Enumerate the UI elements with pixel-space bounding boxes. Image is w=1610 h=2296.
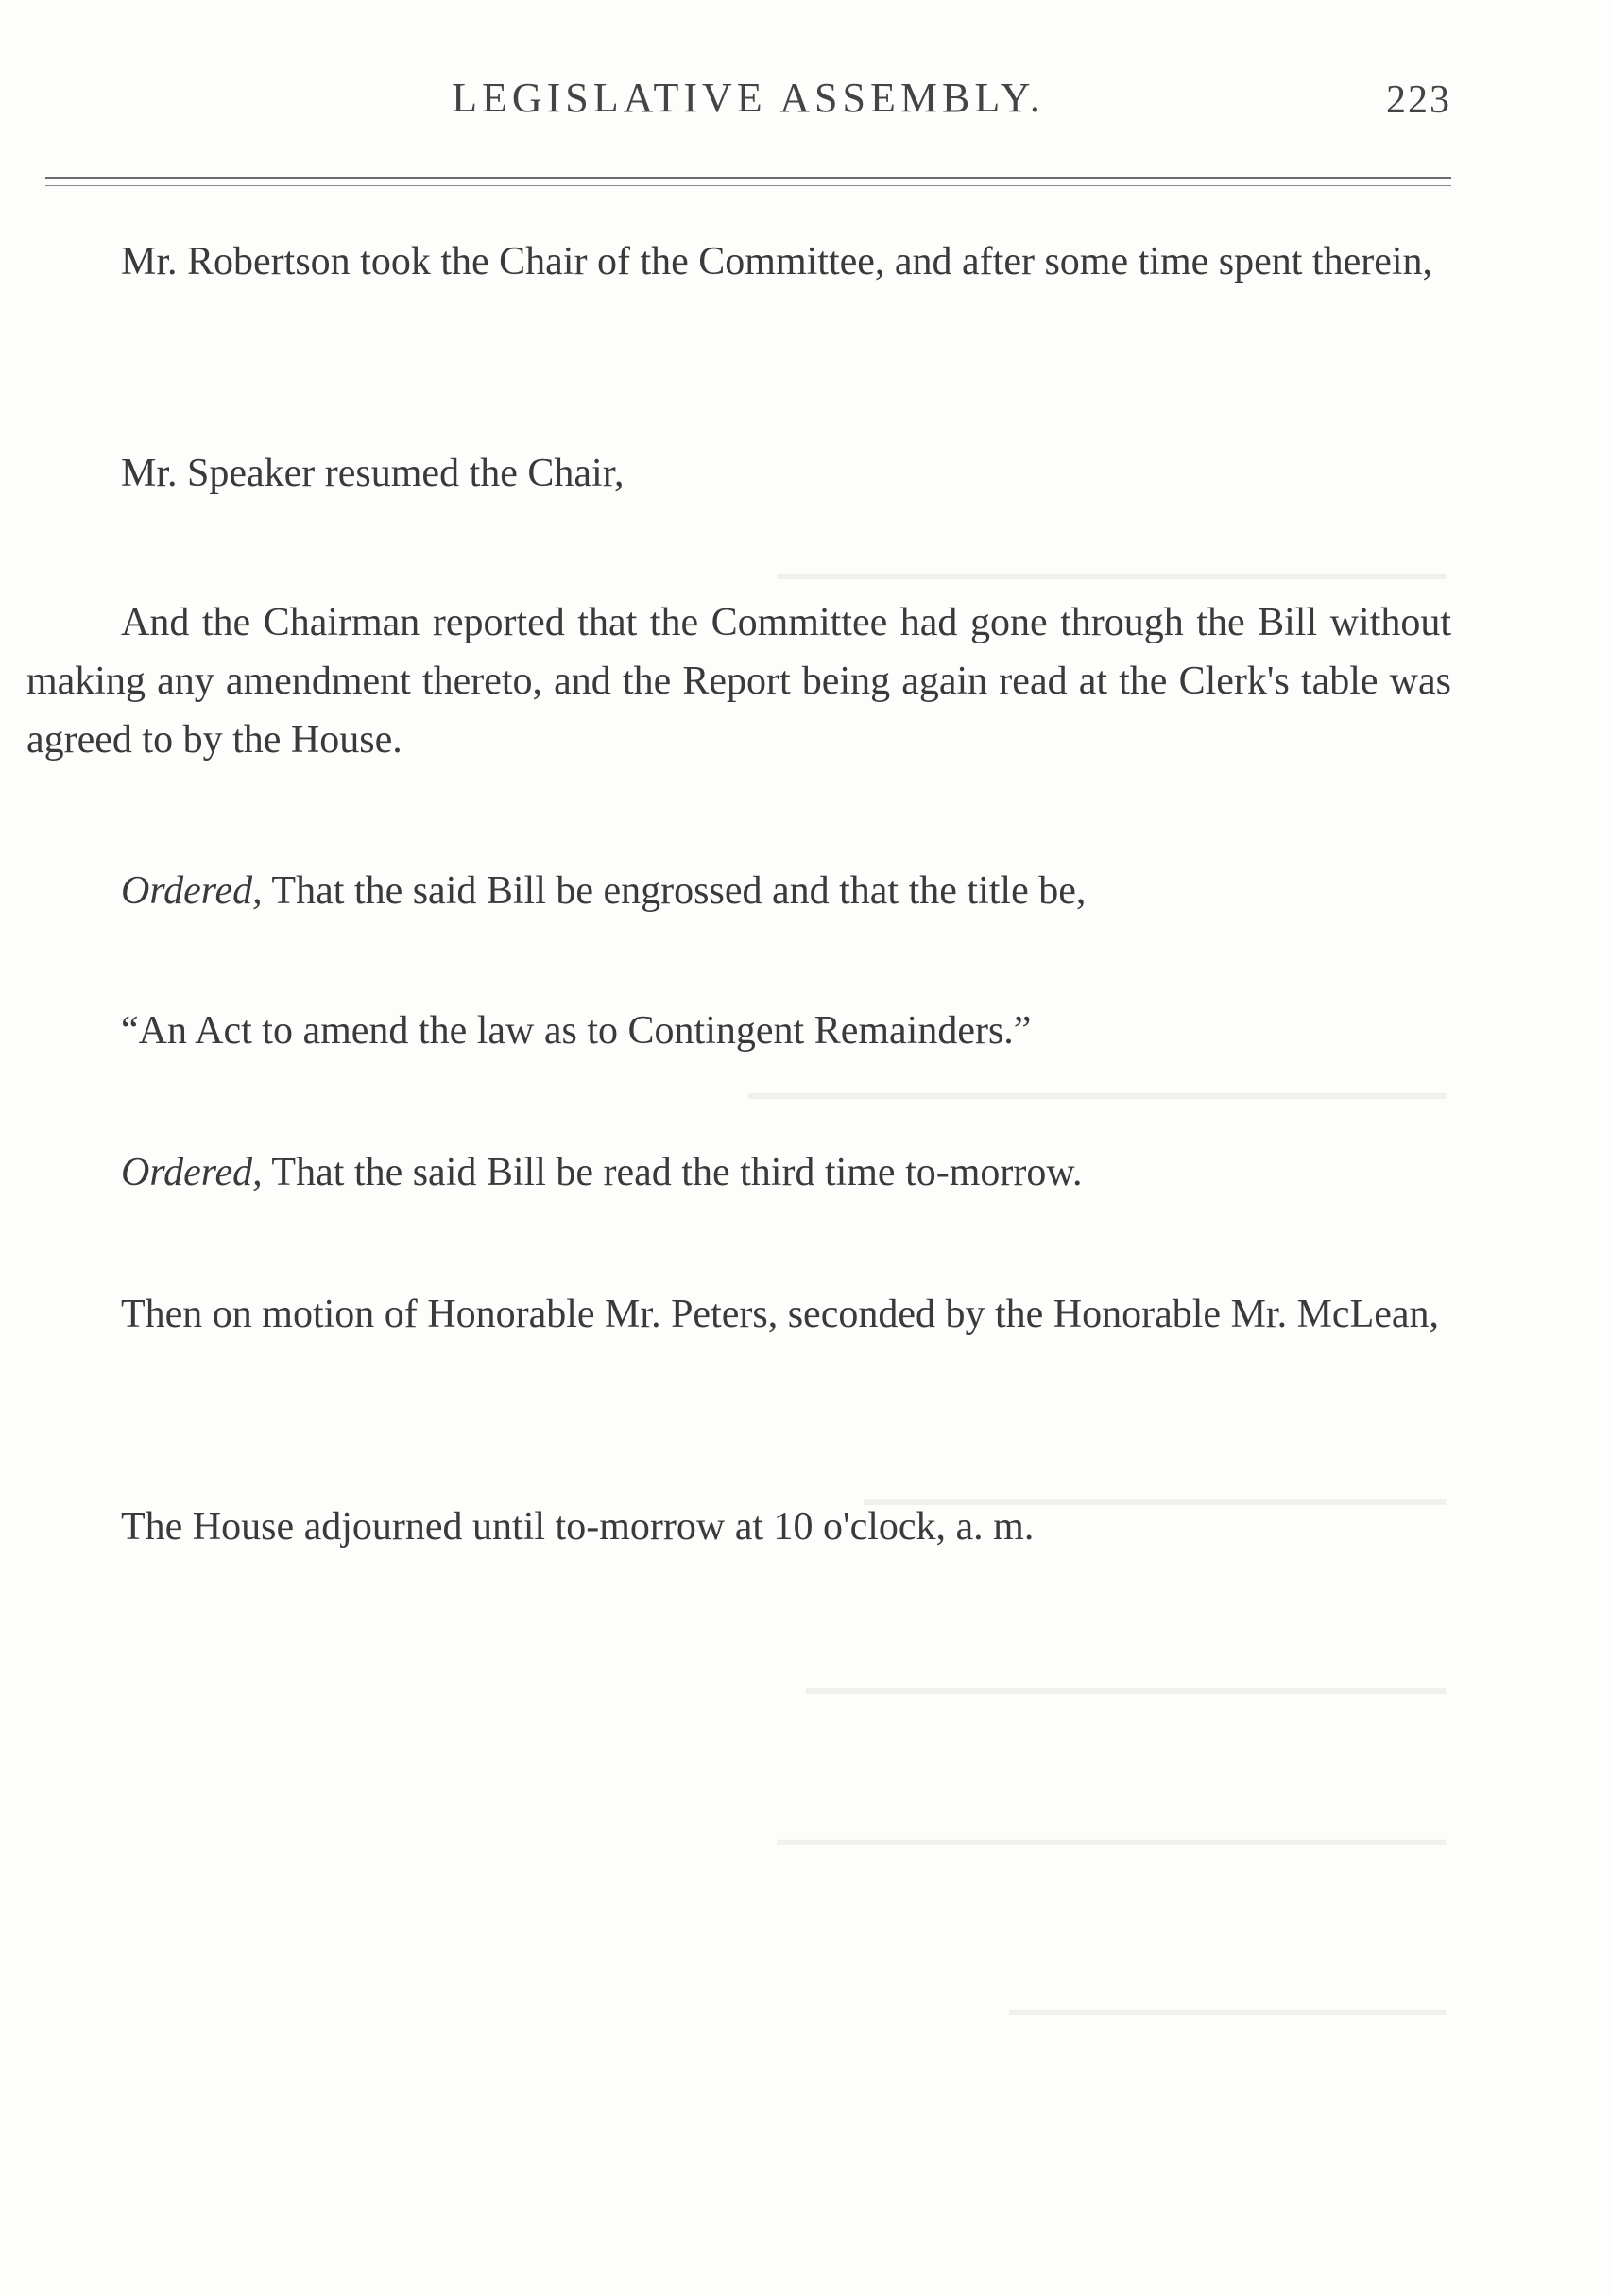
- show-through-mark: ▁▁▁▁▁▁▁▁▁▁▁▁▁▁▁▁▁▁▁▁▁▁▁▁: [747, 1055, 1446, 1098]
- running-title: LEGISLATIVE ASSEMBLY.: [452, 75, 1045, 121]
- paragraph-text: The House adjourned until to-morrow at 10 o'clock, a. m.: [121, 1505, 1035, 1549]
- paragraph-text: Then on motion of Honorable Mr. Peters, seconded by the Honorable Mr. McLean,: [121, 1293, 1440, 1336]
- show-through-mark: ▁▁▁▁▁▁▁▁▁▁▁▁▁▁▁▁▁▁▁▁▁▁▁: [777, 1802, 1446, 1844]
- paragraph-speaker-resumed: [26, 444, 1451, 503]
- page-header: [45, 74, 1451, 130]
- paragraph-order-engrossed: [26, 862, 1451, 920]
- paragraph-text: That the said Bill be read the third time to-morrow.: [262, 1151, 1083, 1194]
- paragraph-text: That the said Bill be engrossed and that the title be,: [262, 869, 1087, 913]
- header-rule-bottom: [45, 185, 1451, 186]
- header-rule-top: [45, 177, 1451, 179]
- show-through-mark: ▁▁▁▁▁▁▁▁▁▁▁▁▁▁▁▁▁▁▁▁: [864, 1462, 1446, 1504]
- paragraph-text: Mr. Robertson took the Chair of the Committee, and after some time spent therein,: [121, 240, 1433, 283]
- paragraph-motion: [26, 1285, 1451, 1344]
- bill-title: “An Act to amend the law as to Contingent Remainders.”: [121, 1009, 1032, 1053]
- paragraph-text: And the Chairman reported that the Committee had gone through the Bill without making any amendment thereto, and the Report being again read at the Clerk's table was agreed to by the House.: [26, 601, 1451, 762]
- paragraph-adjourned: [26, 1498, 1451, 1556]
- paragraph-bill-title: [26, 1002, 1451, 1060]
- paragraph-chairman-report: [26, 593, 1451, 769]
- paragraph-committee-chair: [26, 232, 1451, 291]
- paragraph-order-third-reading: [26, 1143, 1451, 1202]
- show-through-mark: ▁▁▁▁▁▁▁▁▁▁▁▁▁▁▁▁▁▁▁▁▁▁: [806, 1651, 1446, 1693]
- ordered-lead: Ordered,: [121, 1151, 263, 1194]
- paragraph-text: Mr. Speaker resumed the Chair,: [121, 452, 625, 495]
- page-number: 223: [1386, 78, 1451, 122]
- ordered-lead: Ordered,: [121, 869, 263, 913]
- show-through-mark: ▁▁▁▁▁▁▁▁▁▁▁▁▁▁▁▁▁▁▁▁▁▁▁: [777, 536, 1446, 578]
- show-through-mark: ▁▁▁▁▁▁▁▁▁▁▁▁▁▁▁: [1009, 1972, 1446, 2014]
